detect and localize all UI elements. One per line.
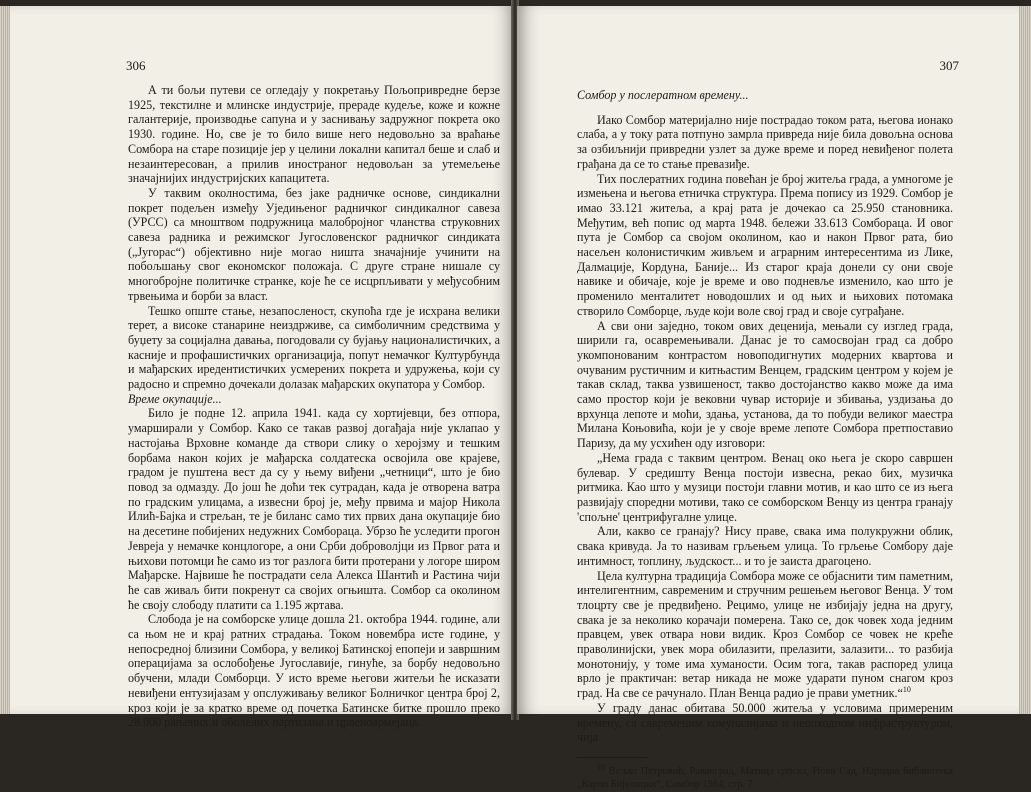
page-edges-right [1019, 6, 1031, 714]
paragraph: А ти бољи путеви се огледају у покретању Пољопривредне берзе 1925, текстилне и млинске индустрије, прераде кудеље, коже и кожне галантерије, производње сапуна и у заснивању задружног покрета око 1930. године. Но, све је то било више него недовољно за враћање Сомбора на старе позиције јер у целини локални капитал беше и слаб и незаинтересован, а прилив иностраног недовољан за утемељење значајнијих индустријских капацитета. [128, 83, 500, 186]
paragraph: У граду данас обитава 50.000 житеља у условима примереним времену, са савременим комуналијама и неопходном инфраструктуром, чија [577, 700, 953, 745]
page-edges-left [0, 6, 10, 714]
footnote-text: Вељко Петровић, Раванград, Матица српска, Нови Сад, Народна библиотека „Карло Бијелицки“, Сомбор 1984, стр. 7. [577, 765, 953, 790]
section-heading-postwar: Сомбор у послератном времену... [577, 88, 749, 102]
section-heading-occupation: Време окупације... [128, 391, 222, 406]
paragraph: Тешко опште стање, незапосленост, скупоћа где је исхрана велики терет, а високе станарине неиздрживе, са симболичним средствима у буџету за социјална давања, погодовали су бујању националистичких, а касније и профашистичких организација, попут немачког Културбунда и мађарских иредентистичких усмерених покрета и удружења, који су радосно и спремно дочекали долазак мађарских окупатора у Сомбор. [128, 303, 500, 392]
footnote-number: 10 [597, 762, 605, 772]
footnote-reference: 10 [902, 685, 911, 695]
footnote-rule [577, 757, 647, 758]
left-page [4, 6, 515, 730]
page-number-left: 306 [126, 58, 146, 73]
footnote [577, 762, 953, 792]
right-page-text [577, 88, 953, 792]
quote-text: Цела културна традиција Сомбора може се објаснити тим паметним, интелигентним, савременим и стручним решењем његовог Венца. У том тлоцрту све је предвиђено. Рецимо, улице не избијају једна на другу, свака је за неколико корачаји померена. Тако се, док човек хода једним правцем, увек отвара нови видик. Кроз Сомбор се човек не креће праволинијски, увек мора обилазити, прелазити, залазити... то разбија монотонију, у томе има хуманости. Осим тога, такав распоред улица врло је практичан: ветар никада не може ударати пуном снагом кроз град. На све се рачунало. План Венца радио је прави уметник.“ [577, 568, 953, 701]
paragraph: Било је подне 12. априла 1941. када су хортијевци, без отпора, умарширали у Сомбор. Како се такав развој догађаја није уклапао у настојања Врховне команде да створи слику о херојзму и тешким борбама након којих је мађарска солдатеска освојила ове крајеве, градом је пуштена вест да су у њему виђени „четници“, што је био повод за одмазду. До још ће доћи тек сутрадан, када је отворена ватра по градским улицама, а извесни број је, међу првима и мајор Никола Илић-Бајка и стрељан, те је биланс само тих првих дана окупације био на десетине побијених недужних Сомбораца. Убрзо ће уследити прогон Јевреја у немачке концлогоре, а они Срби доброволјци из Првог рата и њихови потомци ће само из тог разлога бити протерани у логоре широм Мађарске. Највише ће пострадати села Алекса Шантић и Растина чији ће сав живаљ бити покренут са својих огњишта. Сомбор са околином ће своју слободу платити са 1.195 жртава. [128, 406, 500, 612]
quote-paragraph: Али, какво се гранају? Нису праве, свака има полукружни облик, свака кривуда. Ја то називам грљењем улица. То грљење Сомбору даје интимност, топлину, људскост... и то је заиста драгоцено. [577, 524, 953, 568]
paragraph: Слобода је на сомборске улице дошла 21. октобра 1944. године, али са њом не и крај ратних страдања. Током новембра исте године, у непосредној близини Сомбора, у великој Батинској епопеји и завршним операцијама за ослобођење Југославије, гинуће, за борбу недовољно обучени, млади Сомборци. У исто време његови житељи ће исказати невиђени ентузијазам у опслуживању великог Болничког центра број 2, кроз који је за кратко време од почетка Батинске битке прошло преко 28.000 рањених и оболелих партизана и црвеноармејаца. [128, 612, 500, 730]
page-number-right: 307 [939, 58, 959, 73]
right-page [517, 6, 1027, 790]
paragraph: А сви они заједно, током ових деценија, мењали су изглед града, ширили га, осавремењивали. Данас је то самосвојан град са добро укомпонованим контрастом новоподигнутих модерних квартова и очуваним рустичним и китњастим Венцем, градским центром у којем је такав склад, таква узвишеност, такво достојанство какво може да има само простор који је вековни чувар историје и збивања, уздизања до врхунца лепоте и моћи, здања, установа, да то побуди великог маестра Милана Коњовића, који је у своје време лепоте Сомбора претпоставио Паризу, да му усхићен оду изговори: [577, 318, 953, 451]
quote-paragraph [577, 569, 953, 701]
quote-paragraph: „Нема града с таквим центром. Венац око њега је скоро савршен булевар. У средишту Венца постоји извесна, рекао бих, музичка ритмика. Као што у музици постоји главни мотив, и као што се из њега развијају споредни мотиви, тако се сомборском Венцу из центра гранају 'спољне' центрифугалне улице. [577, 450, 953, 524]
paragraph: Тих послератних година повећан је број житеља града, а умногоме је измењена и његова етничка структура. Према попису из 1929. Сомбор је имао 33.121 житеља, а крај рата је дочекао са 25.950 становника. Међутим, већ попис од марта 1948. бележи 33.613 Сомбораца. И овог пута је Сомбор са својом околином, као и након Првог рата, био насељен колонистичким живљем и аграрним интересентима из Лике, Далмације, Кордуна, Баније... Из старог краја донели су они своје навике и обичаје, које је време и ово подневље изменило, као што је променило менталитет новодошлих и од њих и њихових потомака створило Сомборце, људе који воле свој град и своје суграђане. [577, 171, 953, 318]
paragraph: Иако Сомбор материјално није пострадао током рата, његова ионако слаба, а у току рата потпуно замрла привреда није била довољна основа за озбиљнији привредни узлет за дуже време и поред невиђеног полета грађана да се то стање превазиђе. [577, 112, 953, 171]
left-page-text [128, 83, 500, 730]
paragraph: У таквим околностима, без јаке радничке основе, синдикални покрет подељен између Уједињеног радничког синдикалног савеза (УРСС) са мноштвом подружница малобројног чланства струковних савеза радника и режимског Југословенског радничког синдиката („Југорас“) објективно није могао ништа значајније учинити на побољшању свог економског положаја. С друге стране нишале су многобројне политичке странке, које ће се исцрпљивати у међусобним трвењима и борби за власт. [128, 185, 500, 303]
